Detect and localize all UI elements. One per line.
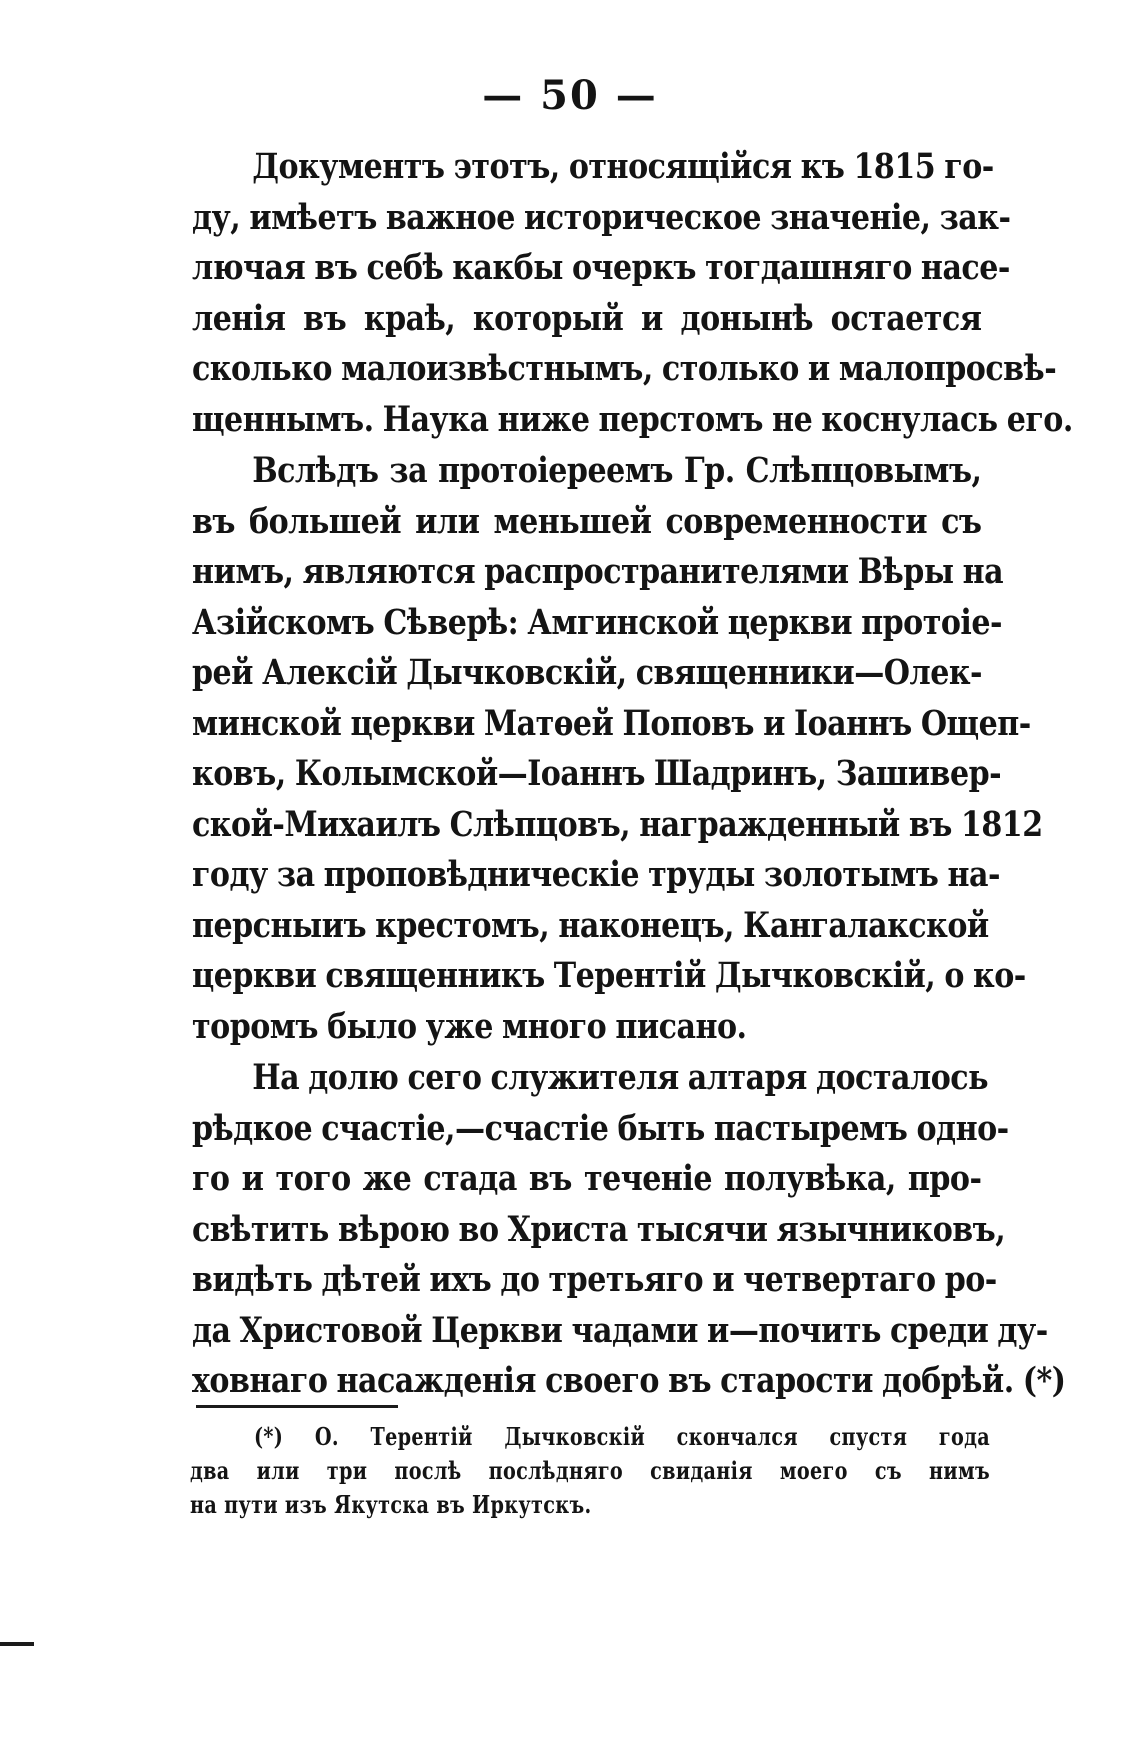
text-line: торомъ было уже много писано.	[192, 1005, 747, 1047]
text-line: видѣть дѣтей ихъ до третьяго и четвертаго ро-	[192, 1259, 997, 1300]
text-line: ской-Михаилъ Слѣпцовъ, награжденный въ 1812	[192, 803, 1043, 845]
scan-edge-mark	[0, 1642, 34, 1646]
footnote-divider	[196, 1405, 398, 1408]
text-line: свѣтить вѣрою во Христа тысячи язычниковъ,	[192, 1208, 1006, 1250]
text-line: рей Алексій Дычковскій, священники—Олек-	[192, 652, 983, 693]
text-line: да Христовой Церкви чадами и—почить среди ду-	[192, 1309, 1048, 1351]
text-line: ховнаго насажденія своего въ старости добрѣй. (*)	[192, 1360, 1066, 1401]
text-line: ленія въ краѣ, который и донынѣ остается	[192, 297, 982, 339]
page-number: — 50 —	[482, 72, 658, 119]
text-line: го и того же стада въ теченіе полувѣка, про-	[192, 1158, 982, 1199]
paragraph-2	[192, 446, 1043, 1052]
text-line: персныиъ крестомъ, наконецъ, Кангалакской	[192, 904, 989, 946]
paragraph-3	[192, 1053, 1066, 1407]
text-line: въ большей или меньшей современности съ	[192, 500, 982, 542]
text-line: лючая въ себѣ какбы очеркъ тогдашняго насе-	[192, 247, 1010, 288]
text-line: Вслѣдъ за протоіереемъ Гр. Слѣпцовымъ,	[252, 450, 982, 491]
text-line: сколько малоизвѣстнымъ, столько и малопросвѣ-	[192, 348, 1057, 389]
text-line: нимъ, являются распространителями Вѣры на	[192, 551, 1004, 592]
text-line: ду, имѣетъ важное историческое значеніе, зак-	[192, 196, 1011, 238]
text-line: Документъ этотъ, относящійся къ 1815 го-	[252, 146, 994, 187]
text-line: рѣдкое счастіе,—счастіе быть пастыремъ одно-	[192, 1107, 1009, 1149]
text-line: Азійскомъ Сѣверѣ: Амгинской церкви протоіе-	[192, 601, 1002, 643]
text-line: щеннымъ. Наука ниже перстомъ не коснулась его.	[192, 398, 1073, 440]
footnote-line: (*) О. Терентій Дычковскій скончался спустя года	[254, 1422, 990, 1451]
footnote	[190, 1420, 990, 1522]
text-line: ковъ, Колымской—Іоаннъ Шадринъ, Зашивер-	[192, 753, 1002, 794]
text-line: минской церкви Матѳей Поповъ и Іоаннъ Ощеп-	[192, 702, 1031, 744]
text-line: На долю сего служителя алтаря досталось	[252, 1057, 988, 1098]
footnote-line: на пути изъ Якутска въ Иркутскъ.	[190, 1490, 592, 1519]
text-line: церкви священникъ Терентій Дычковскій, о ко-	[192, 955, 1026, 996]
paragraph-1	[192, 142, 1073, 445]
text-line: году за проповѣдническіе труды золотымъ на-	[192, 854, 1000, 895]
footnote-line: два или три послѣ послѣдняго свиданія моего съ нимъ	[190, 1456, 990, 1485]
